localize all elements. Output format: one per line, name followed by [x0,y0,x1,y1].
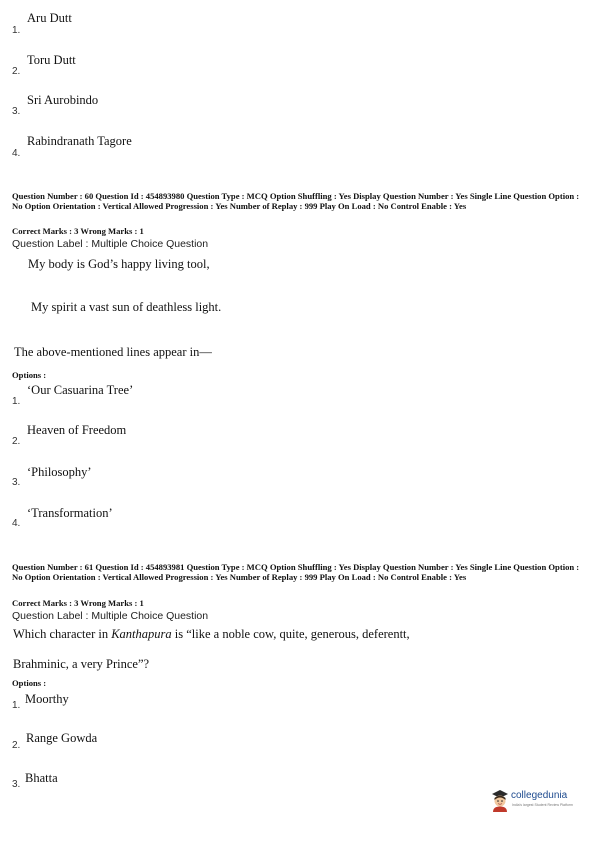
prev-option-3-number: 3. [12,106,21,117]
prev-option-1-text: Aru Dutt [27,11,72,25]
collegedunia-brand-name: collegedunia [511,790,568,801]
graduate-mascot-icon [490,788,510,812]
question-61-line-2: Brahminic, a very Prince”? [13,657,150,671]
question-60-line-2: My spirit a vast sun of deathless light. [31,300,222,314]
q61-option-2-text: Range Gowda [26,731,98,745]
prev-option-1-number: 1. [12,25,21,36]
q60-option-4-number: 4. [12,518,21,529]
prev-option-2-number: 2. [12,66,21,77]
q60-option-1-text: ‘Our Casuarina Tree’ [27,383,134,397]
question-60-marks: Correct Marks : 3 Wrong Marks : 1 [12,226,144,236]
q61-option-1-number: 1. [12,700,21,711]
q60-option-4-text: ‘Transformation’ [27,506,113,520]
q61-option-1-text: Moorthy [25,692,69,706]
q60-option-3-number: 3. [12,477,21,488]
q60-option-2-text: Heaven of Freedom [27,423,127,437]
question-61-book-title: Kanthapura [111,627,172,641]
q61-option-2-number: 2. [12,740,21,751]
question-61-marks: Correct Marks : 3 Wrong Marks : 1 [12,598,144,608]
question-61-options-heading: Options : [12,678,47,688]
q61-option-3-text: Bhatta [25,771,58,785]
question-60-options-heading: Options : [12,370,47,380]
question-61-line-1 [13,627,410,642]
question-61-line-1-end: is “like a noble cow, quite, generous, deferentt, [171,627,410,641]
q60-option-2-number: 2. [12,436,21,447]
q61-option-3-number: 3. [12,779,21,790]
question-60-metadata: Question Number : 60 Question Id : 454893980 Question Type : MCQ Option Shuffling : Yes Display Question Number : Yes Single Line Question Option : No Option Orientation : Vertical Allowed Progression : Yes Number of Replay : 999 Play On Load : No Control Enable : Yes [12,191,580,211]
question-61-metadata: Question Number : 61 Question Id : 454893981 Question Type : MCQ Option Shuffling : Yes Display Question Number : Yes Single Line Question Option : No Option Orientation : Vertical Allowed Progression : Yes Number of Replay : 999 Play On Load : No Control Enable : Yes [12,562,580,582]
prev-option-2-text: Toru Dutt [27,53,76,67]
question-60-line-1: My body is God’s happy living tool, [28,257,210,271]
prev-option-4-text: Rabindranath Tagore [27,134,132,148]
question-60-label: Question Label : Multiple Choice Question [12,238,209,250]
q60-option-1-number: 1. [12,396,21,407]
prev-option-4-number: 4. [12,148,21,159]
question-61-label: Question Label : Multiple Choice Question [12,610,209,622]
prev-option-3-text: Sri Aurobindo [27,93,99,107]
collegedunia-watermark [490,786,590,816]
question-60-line-3: The above-mentioned lines appear in— [14,345,212,359]
question-61-line-1-start: Which character in [13,627,112,641]
q60-option-3-text: ‘Philosophy’ [27,465,92,479]
collegedunia-tagline: India's largest Student Review Platform [512,803,573,807]
